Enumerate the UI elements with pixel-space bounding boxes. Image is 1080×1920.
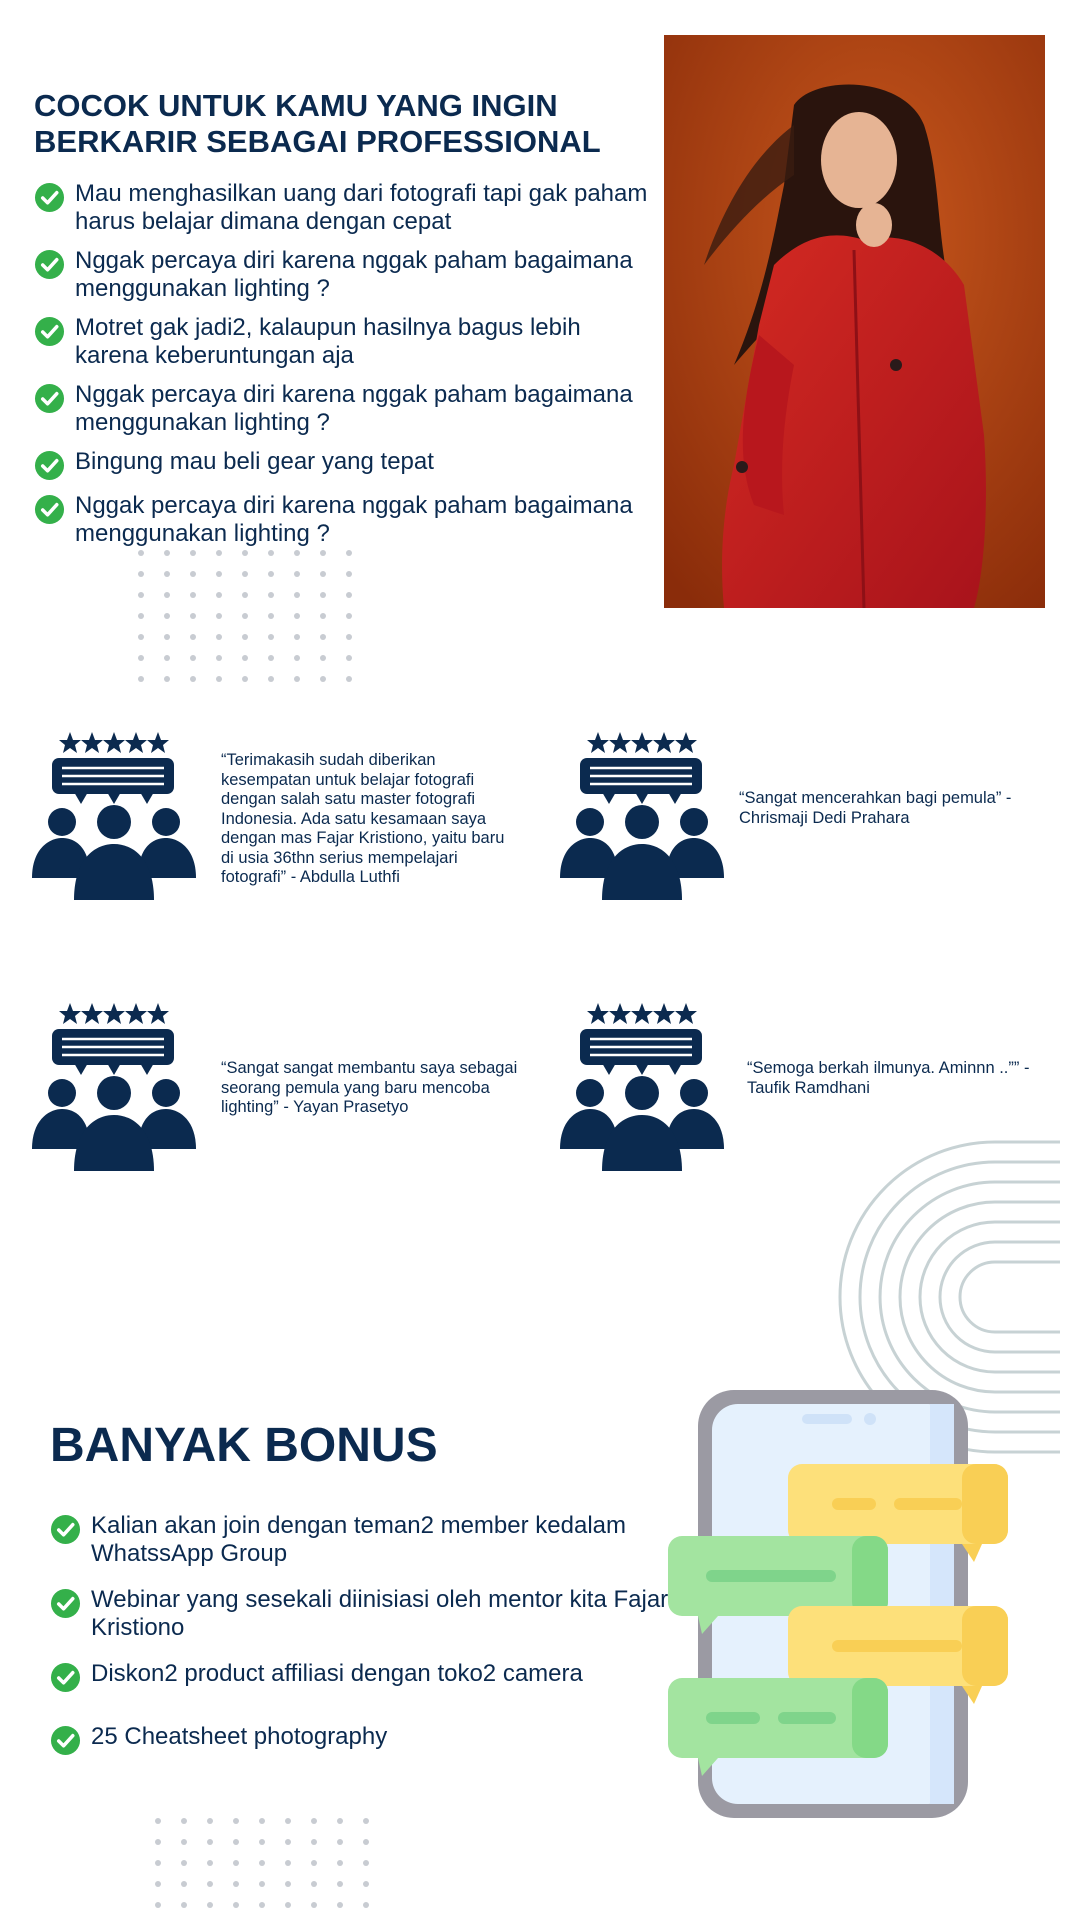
dot bbox=[268, 571, 274, 577]
dot bbox=[311, 1818, 317, 1824]
dot bbox=[346, 571, 352, 577]
chat-phone-illustration bbox=[662, 1384, 1012, 1824]
dot bbox=[181, 1902, 187, 1908]
dot bbox=[190, 655, 196, 661]
check-circle-icon bbox=[34, 182, 65, 213]
dot bbox=[190, 634, 196, 640]
dot bbox=[242, 655, 248, 661]
rating-group-icon bbox=[32, 1001, 197, 1171]
dot bbox=[268, 550, 274, 556]
dot bbox=[285, 1818, 291, 1824]
dot bbox=[233, 1902, 239, 1908]
dot bbox=[155, 1902, 161, 1908]
testimonial-text: “Sangat sangat membantu saya sebagai seorang pemula yang baru mencoba lighting” - Yayan Prasetyo bbox=[221, 1059, 518, 1116]
check-circle-icon bbox=[34, 450, 65, 481]
dot bbox=[320, 550, 326, 556]
dot bbox=[233, 1818, 239, 1824]
dot bbox=[285, 1902, 291, 1908]
dot bbox=[363, 1881, 369, 1887]
dot bbox=[233, 1881, 239, 1887]
dot bbox=[138, 613, 144, 619]
dot bbox=[242, 676, 248, 682]
section-title: COCOK UNTUK KAMU YANG INGIN BERKARIR SEBAGAI PROFESSIONAL bbox=[34, 88, 601, 159]
list-item-text: Mau menghasilkan uang dari fotografi tapi gak paham harus belajar dimana dengan cepat bbox=[75, 180, 648, 235]
dot bbox=[346, 592, 352, 598]
list-item bbox=[34, 492, 654, 548]
list-item bbox=[34, 448, 654, 481]
dot bbox=[346, 550, 352, 556]
dot bbox=[363, 1860, 369, 1866]
dot bbox=[294, 655, 300, 661]
bonus-list bbox=[50, 1512, 670, 1756]
dot bbox=[311, 1881, 317, 1887]
dot bbox=[138, 634, 144, 640]
decorative-dot-grid bbox=[138, 550, 352, 682]
dot bbox=[337, 1818, 343, 1824]
rating-group-icon bbox=[560, 730, 725, 900]
dot bbox=[138, 550, 144, 556]
list-item bbox=[34, 180, 654, 236]
list-item bbox=[50, 1512, 670, 1568]
dot bbox=[155, 1860, 161, 1866]
list-item-text: Webinar yang sesekali diinisiasi oleh mentor kita Fajar Kristiono bbox=[91, 1586, 669, 1641]
dot bbox=[242, 571, 248, 577]
dot bbox=[259, 1902, 265, 1908]
dot bbox=[164, 592, 170, 598]
dot bbox=[190, 613, 196, 619]
testimonial-text: “Terimakasih sudah diberikan kesempatan untuk belajar fotografi dengan salah satu master fotografi Indonesia. Ada satu kesamaan saya dengan mas Fajar Kristiono, yaitu baru di usia 36thn serius mempelajari fotografi” - Abdulla Luthfi bbox=[221, 751, 505, 886]
dot bbox=[311, 1860, 317, 1866]
dot bbox=[294, 571, 300, 577]
list-item bbox=[50, 1723, 670, 1756]
dot bbox=[268, 655, 274, 661]
decorative-dot-grid bbox=[155, 1818, 369, 1908]
dot bbox=[216, 571, 222, 577]
dot bbox=[207, 1839, 213, 1845]
benefit-list bbox=[34, 180, 654, 559]
dot bbox=[138, 655, 144, 661]
woman-red-coat-photo bbox=[664, 35, 1045, 608]
dot bbox=[138, 592, 144, 598]
list-item-text: Nggak percaya diri karena nggak paham bagaimana menggunakan lighting ? bbox=[75, 492, 633, 547]
dot bbox=[259, 1881, 265, 1887]
dot bbox=[337, 1839, 343, 1845]
dot bbox=[294, 550, 300, 556]
dot bbox=[363, 1818, 369, 1824]
dot bbox=[233, 1839, 239, 1845]
dot bbox=[285, 1839, 291, 1845]
dot bbox=[155, 1839, 161, 1845]
testimonial-text: “Sangat mencerahkan bagi pemula” - Chrismaji Dedi Prahara bbox=[739, 789, 1012, 827]
dot bbox=[268, 613, 274, 619]
dot bbox=[320, 613, 326, 619]
check-circle-icon bbox=[34, 316, 65, 347]
dot bbox=[320, 571, 326, 577]
list-item-text: Kalian akan join dengan teman2 member kedalam WhatssApp Group bbox=[91, 1512, 626, 1567]
list-item-text: Motret gak jadi2, kalaupun hasilnya bagus lebih karena keberuntungan aja bbox=[75, 314, 581, 369]
dot bbox=[363, 1902, 369, 1908]
dot bbox=[320, 676, 326, 682]
dot bbox=[216, 613, 222, 619]
check-circle-icon bbox=[50, 1725, 81, 1756]
list-item bbox=[50, 1586, 670, 1642]
dot bbox=[268, 634, 274, 640]
dot bbox=[216, 634, 222, 640]
dot bbox=[164, 655, 170, 661]
dot bbox=[337, 1860, 343, 1866]
dot bbox=[164, 550, 170, 556]
dot bbox=[216, 592, 222, 598]
dot bbox=[207, 1860, 213, 1866]
dot bbox=[207, 1881, 213, 1887]
check-circle-icon bbox=[50, 1514, 81, 1545]
dot bbox=[320, 592, 326, 598]
dot bbox=[181, 1839, 187, 1845]
check-circle-icon bbox=[34, 383, 65, 414]
check-circle-icon bbox=[34, 249, 65, 280]
dot bbox=[294, 592, 300, 598]
check-circle-icon bbox=[50, 1662, 81, 1693]
list-item-text: Nggak percaya diri karena nggak paham bagaimana menggunakan lighting ? bbox=[75, 247, 633, 302]
dot bbox=[346, 676, 352, 682]
dot bbox=[216, 655, 222, 661]
dot bbox=[311, 1902, 317, 1908]
dot bbox=[346, 655, 352, 661]
dot bbox=[285, 1881, 291, 1887]
dot bbox=[181, 1881, 187, 1887]
dot bbox=[259, 1860, 265, 1866]
dot bbox=[138, 676, 144, 682]
list-item bbox=[50, 1660, 670, 1693]
dot bbox=[337, 1902, 343, 1908]
dot bbox=[268, 676, 274, 682]
dot bbox=[190, 592, 196, 598]
dot bbox=[190, 550, 196, 556]
list-item bbox=[34, 247, 654, 303]
dot bbox=[346, 634, 352, 640]
dot bbox=[207, 1818, 213, 1824]
dot bbox=[337, 1881, 343, 1887]
list-item-text: Nggak percaya diri karena nggak paham bagaimana menggunakan lighting ? bbox=[75, 381, 633, 436]
check-circle-icon bbox=[50, 1588, 81, 1619]
check-circle-icon bbox=[34, 494, 65, 525]
dot bbox=[181, 1860, 187, 1866]
dot bbox=[242, 634, 248, 640]
rating-group-icon bbox=[32, 730, 197, 900]
dot bbox=[138, 571, 144, 577]
testimonial-text: “Semoga berkah ilmunya. Aminnn ..”” - Taufik Ramdhani bbox=[747, 1059, 1030, 1097]
dot bbox=[294, 676, 300, 682]
list-item-text: Diskon2 product affiliasi dengan toko2 camera bbox=[91, 1660, 583, 1687]
dot bbox=[268, 592, 274, 598]
list-item-text: 25 Cheatsheet photography bbox=[91, 1723, 388, 1750]
dot bbox=[233, 1860, 239, 1866]
dot bbox=[320, 634, 326, 640]
rating-group-icon bbox=[560, 1001, 725, 1171]
dot bbox=[259, 1839, 265, 1845]
dot bbox=[259, 1818, 265, 1824]
dot bbox=[164, 676, 170, 682]
dot bbox=[164, 634, 170, 640]
list-item-text: Bingung mau beli gear yang tepat bbox=[75, 448, 434, 475]
dot bbox=[155, 1818, 161, 1824]
dot bbox=[346, 613, 352, 619]
dot bbox=[155, 1881, 161, 1887]
dot bbox=[164, 613, 170, 619]
dot bbox=[294, 613, 300, 619]
list-item bbox=[34, 381, 654, 437]
bonus-title: BANYAK BONUS bbox=[50, 1419, 438, 1472]
dot bbox=[242, 592, 248, 598]
dot bbox=[164, 571, 170, 577]
dot bbox=[242, 613, 248, 619]
dot bbox=[207, 1902, 213, 1908]
list-item bbox=[34, 314, 654, 370]
dot bbox=[363, 1839, 369, 1845]
dot bbox=[181, 1818, 187, 1824]
dot bbox=[216, 550, 222, 556]
dot bbox=[190, 676, 196, 682]
dot bbox=[294, 634, 300, 640]
dot bbox=[285, 1860, 291, 1866]
dot bbox=[242, 550, 248, 556]
dot bbox=[216, 676, 222, 682]
dot bbox=[190, 571, 196, 577]
dot bbox=[320, 655, 326, 661]
dot bbox=[311, 1839, 317, 1845]
